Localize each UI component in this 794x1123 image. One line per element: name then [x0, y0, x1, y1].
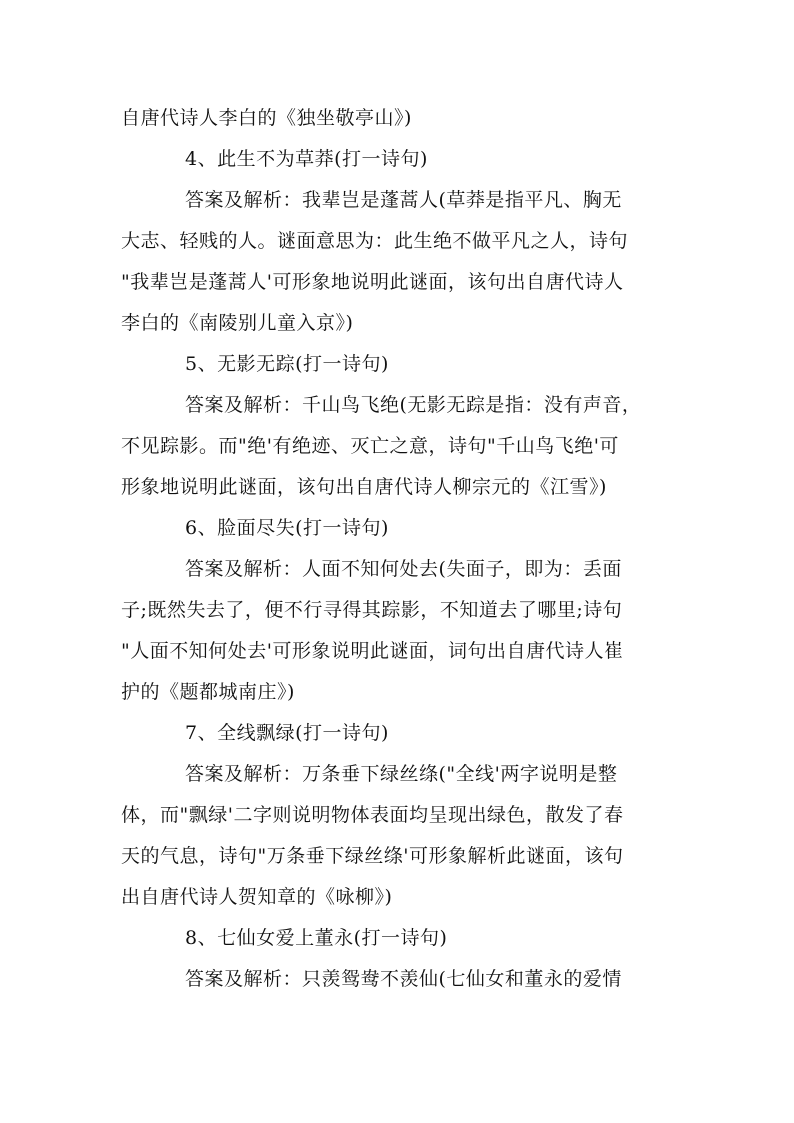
text-line: 体，而"飘绿'二字则说明物体表面均呈现出绿色，散发了春	[121, 804, 624, 826]
answer-paragraph-start: 答案及解析：千山鸟飞绝(无影无踪是指：没有声音，	[185, 394, 642, 416]
document-body	[121, 98, 677, 1000]
text-line: 李白的《南陵别儿童入京》)	[121, 312, 354, 334]
riddle-heading-5: 5、无影无踪(打一诗句)	[185, 353, 389, 375]
text-line: 出自唐代诗人贺知章的《咏柳》)	[121, 886, 393, 908]
text-line: 护的《题都城南庄》)	[121, 681, 295, 703]
text-line: 大志、轻贱的人。谜面意思为：此生绝不做平凡之人，诗句	[121, 230, 629, 252]
text-line: 天的气息，诗句"万条垂下绿丝绦'可形象解析此谜面，该句	[121, 845, 624, 867]
answer-paragraph-start: 答案及解析：我辈岂是蓬蒿人(草莽是指平凡、胸无	[185, 189, 622, 211]
riddle-heading-4: 4、此生不为草莽(打一诗句)	[185, 148, 428, 170]
text-line: "我辈岂是蓬蒿人'可形象地说明此谜面，该句出自唐代诗人	[121, 271, 624, 293]
riddle-heading-6: 6、脸面尽失(打一诗句)	[185, 517, 389, 539]
text-line: "人面不知何处去'可形象说明此谜面，词句出自唐代诗人崔	[121, 640, 624, 662]
answer-paragraph-start: 答案及解析：人面不知何处去(失面子，即为：丢面	[185, 558, 622, 580]
riddle-heading-7: 7、全线飘绿(打一诗句)	[185, 722, 389, 744]
text-line: 形象地说明此谜面，该句出自唐代诗人柳宗元的《江雪》)	[121, 476, 607, 498]
text-line: 子;既然失去了，便不行寻得其踪影，不知道去了哪里;诗句	[121, 599, 623, 621]
answer-paragraph-start: 答案及解析：万条垂下绿丝绦("全线'两字说明是整	[185, 763, 618, 785]
answer-paragraph-start: 答案及解析：只羡鸳鸯不羡仙(七仙女和董永的爱情	[185, 968, 622, 990]
riddle-heading-8: 8、七仙女爱上董永(打一诗句)	[185, 927, 448, 949]
text-line: 自唐代诗人李白的《独坐敬亭山》)	[121, 107, 412, 129]
text-line: 不见踪影。而"绝'有绝迹、灭亡之意，诗句"千山鸟飞绝'可	[121, 435, 619, 457]
